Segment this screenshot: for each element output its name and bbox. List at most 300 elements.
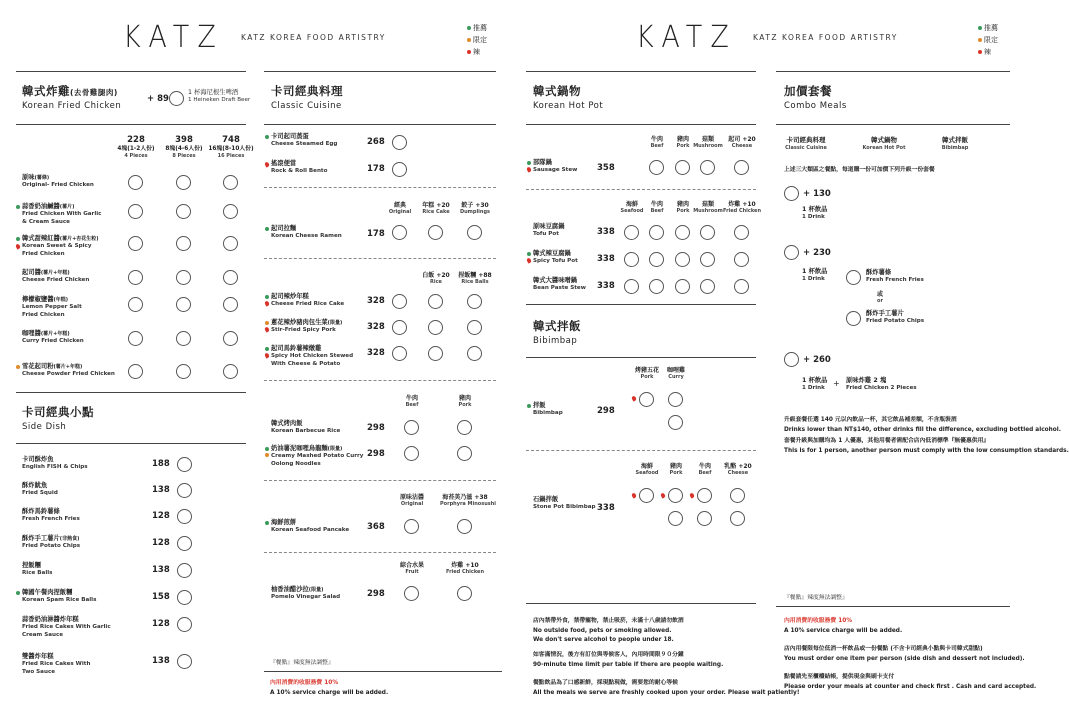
option-checkbox[interactable] <box>404 586 419 601</box>
fried-item <box>22 330 84 346</box>
drink-en: 1 Drink <box>802 276 825 282</box>
combo-header <box>854 136 914 152</box>
column-header <box>450 202 500 216</box>
side-item <box>22 653 90 676</box>
item-name-en: Fried Chicken 2 Pieces <box>846 385 917 391</box>
bibim-title-en: Bibimbap <box>533 336 578 346</box>
option-checkbox[interactable] <box>404 446 419 461</box>
item-name-en: Cheese Powder Fried Chicken <box>22 371 115 377</box>
option-checkbox[interactable] <box>639 392 654 407</box>
column-header-zh: 年糕 +20 <box>422 202 450 209</box>
size-checkbox[interactable] <box>128 331 143 346</box>
option-checkbox[interactable] <box>734 225 749 240</box>
size-checkbox[interactable] <box>223 331 238 346</box>
side-checkbox[interactable] <box>177 457 192 472</box>
column-header-en: Mushroom <box>693 208 723 214</box>
spicy-icon <box>264 300 270 306</box>
size-checkbox[interactable] <box>223 236 238 251</box>
option-checkbox[interactable] <box>457 446 472 461</box>
dashed-divider <box>264 552 496 553</box>
beer-addon-checkbox[interactable] <box>169 91 184 106</box>
item-name-zh: 蒜香奶油淋醬炸年糕 <box>22 616 79 623</box>
column-header-zh: 海鮮 <box>640 463 653 470</box>
column-header-en: Seafood <box>620 208 644 214</box>
size-checkbox[interactable] <box>223 175 238 190</box>
size-price: 748 <box>222 135 240 145</box>
item-name-zh: 檸檬椒鹽醬(年糕) <box>22 296 69 303</box>
column-header <box>717 201 767 215</box>
item-name-zh: 石鍋拌飯 <box>533 496 559 503</box>
fried-item <box>22 363 115 379</box>
size-checkbox[interactable] <box>128 175 143 190</box>
column-header-zh: 乳酪 +20 <box>724 463 752 470</box>
item-name-zh: 韓式甜辣紅醬(薯片+杏花生粒) <box>22 235 99 242</box>
divider <box>526 357 756 358</box>
side-checkbox[interactable] <box>177 590 192 605</box>
recommend-icon <box>265 227 269 231</box>
item-name-en: Spicy Tofu Pot <box>533 258 578 264</box>
note-text: 內用消費的收服務費 10% <box>270 680 339 686</box>
item-name-en: Spicy Hot Chicken Stewed <box>271 353 354 359</box>
item-price: 338 <box>597 281 615 291</box>
option-checkbox[interactable] <box>734 252 749 267</box>
size-checkbox[interactable] <box>223 270 238 285</box>
limited-icon <box>265 321 269 325</box>
size-checkbox[interactable] <box>223 204 238 219</box>
column-header-en: Fried Chicken <box>445 569 485 575</box>
option-checkbox[interactable] <box>734 160 749 175</box>
note-text: No outside food, pets or smoking allowed. <box>533 628 672 634</box>
size-checkbox[interactable] <box>128 364 143 379</box>
column-header-zh: 白飯 +20 <box>422 272 450 279</box>
column-header-en: Original <box>400 501 424 507</box>
divider <box>776 124 1010 125</box>
recommend-icon <box>527 161 531 165</box>
size-checkbox[interactable] <box>176 204 191 219</box>
item-name-zh: 原味炸雞 2 塊 <box>846 377 887 384</box>
combo-option-checkbox[interactable] <box>784 245 799 260</box>
combo-header-en: Classic Cuisine <box>785 145 827 151</box>
beer-addon-price: + 89 <box>147 94 169 104</box>
option-checkbox[interactable] <box>675 225 690 240</box>
item-name-en: Korean Barbecue Rice <box>271 428 341 434</box>
item-name-en: Fried Chicken With Garlic <box>22 211 102 217</box>
item-name-en: Korean Spam Rice Balls <box>22 597 97 603</box>
classic-title: 卡司經典料理 <box>271 84 343 98</box>
item-name-en: Stone Pot Bibimbap <box>533 504 596 510</box>
note-text: 『餐點』辣度無法調整』 <box>270 660 334 666</box>
tagline-left: KATZ KOREA FOOD ARTISTRY <box>241 33 386 42</box>
option-checkbox[interactable] <box>675 279 690 294</box>
item-name-zh: 雪花起司粉(薯片+年糕) <box>22 363 83 370</box>
combo-header <box>776 136 836 152</box>
item-price: 328 <box>367 296 385 306</box>
item-name-zh: 起司拉麵 <box>271 225 297 232</box>
option-checkbox[interactable] <box>457 586 472 601</box>
size-zh: 4塊(1-2人份) <box>117 146 155 152</box>
item-name-en: Cheese Fried Rice Cake <box>271 301 345 307</box>
column-header-zh: 菇類 <box>701 136 714 143</box>
column-header-en: Curry <box>668 374 684 380</box>
item-note: (年糕) <box>53 297 69 303</box>
hotpot-item <box>533 277 586 293</box>
size-en: 8 Pieces <box>172 153 196 159</box>
item-name-en: Tofu Pot <box>533 231 559 237</box>
drink-zh: 1 杯飲品 <box>802 206 828 213</box>
item-name-en: Cheese Steamed Egg <box>271 141 338 147</box>
option-checkbox[interactable] <box>404 420 419 435</box>
option-checkbox[interactable] <box>624 252 639 267</box>
combo-price: + 130 <box>803 189 831 199</box>
item-price: 328 <box>367 322 385 332</box>
item-price: 368 <box>367 522 385 532</box>
side-checkbox[interactable] <box>177 536 192 551</box>
item-name-zh: 起司馬鈴薯辣燉雞 <box>271 345 322 352</box>
item-note: (非熱食) <box>59 536 80 542</box>
note-text: A 10% service charge will be added. <box>784 628 903 634</box>
item-name-en-2: Two Sauce <box>22 668 56 675</box>
option-checkbox[interactable] <box>697 488 712 503</box>
column-header-en: Pork <box>458 402 472 408</box>
option-checkbox[interactable] <box>700 252 715 267</box>
note-text: This is for 1 person, another person must comply with the low consumption standards. <box>784 448 1069 454</box>
combo-side-a <box>866 269 924 285</box>
spicy-icon <box>978 50 982 54</box>
item-price: 138 <box>152 656 170 666</box>
column-header-en: Fruit <box>405 569 419 575</box>
fried-item <box>22 296 82 319</box>
item-note: (薯片+年糕) <box>40 270 70 276</box>
item-name-zh: 起司辣炒年糕 <box>271 293 309 300</box>
item-name-en: Korean Cheese Ramen <box>271 233 342 239</box>
item-name-en-2: & Cream Sauce <box>22 218 70 225</box>
combo-side-checkbox[interactable] <box>846 311 861 326</box>
column-header <box>717 136 767 150</box>
combo-option-detail <box>802 206 827 222</box>
or-zh: 或 <box>876 291 883 298</box>
spicy-icon <box>689 492 695 498</box>
option-checkbox[interactable] <box>457 519 472 534</box>
option-checkbox[interactable] <box>428 225 443 240</box>
spicy-icon <box>526 257 532 263</box>
note-text: We don't serve alcohol to people under 18. <box>533 637 674 643</box>
option-checkbox[interactable] <box>467 346 482 361</box>
divider <box>776 606 1010 607</box>
item-name-zh: 起司醬(薯片+年糕) <box>22 269 70 276</box>
fried-item <box>22 235 99 258</box>
item-name-zh: 拌飯 <box>533 402 546 409</box>
size-checkbox[interactable] <box>128 204 143 219</box>
column-header <box>713 463 763 477</box>
limited-icon <box>978 38 982 42</box>
item-name-en-2: Cream Sauce <box>22 631 64 638</box>
size-checkbox[interactable] <box>176 270 191 285</box>
side-checkbox[interactable] <box>177 509 192 524</box>
item-name-zh: 韓國午餐肉捏飯糰 <box>22 589 73 596</box>
option-checkbox[interactable] <box>700 279 715 294</box>
item-name-zh: 搖滾便當 <box>271 160 297 167</box>
item-price: 338 <box>597 254 615 264</box>
size-checkbox[interactable] <box>176 175 191 190</box>
divider <box>16 124 246 125</box>
column-header-zh: 豬肉 <box>676 201 689 208</box>
item-name-en-2: With Cheese & Potato <box>271 360 341 367</box>
size-checkbox[interactable] <box>176 236 191 251</box>
size-checkbox[interactable] <box>128 236 143 251</box>
item-price: 128 <box>152 538 170 548</box>
note-text: A 10% service charge will be added. <box>270 690 389 696</box>
dashed-divider <box>264 187 496 188</box>
item-name-en: Fried Potato Chips <box>866 318 925 324</box>
recommend-icon <box>16 591 20 595</box>
option-checkbox[interactable] <box>467 294 482 309</box>
item-name-en: Creamy Mashed Potato Curry <box>271 453 364 459</box>
option-checkbox[interactable] <box>668 392 683 407</box>
column-header-zh: 炸雞 +10 <box>728 201 756 208</box>
column-header-en: Fried Chicken <box>722 208 762 214</box>
option-checkbox[interactable] <box>697 511 712 526</box>
option-checkbox[interactable] <box>428 294 443 309</box>
item-name-zh: 雙醬炸年糕 <box>22 653 54 660</box>
limited-icon <box>265 453 269 457</box>
item-name-zh: 酥炸手工薯片 <box>866 310 904 317</box>
spicy-icon <box>264 352 270 358</box>
item-name-zh: 捏飯糰 <box>22 562 41 569</box>
column-header-en: Cheese <box>731 143 753 149</box>
column-header-zh: 豬肉 <box>458 395 471 402</box>
option-checkbox[interactable] <box>668 511 683 526</box>
size-zh: 16塊(8-10人份) <box>208 146 254 152</box>
item-name-zh: 海鮮煎餅 <box>271 519 297 526</box>
side-checkbox[interactable] <box>177 483 192 498</box>
side-item <box>22 508 80 524</box>
combo-price: + 230 <box>803 248 831 258</box>
column-header-zh: 牛肉 <box>650 136 663 143</box>
item-name-en: Lemon Pepper Salt <box>22 304 82 310</box>
combo-side-b <box>866 310 924 326</box>
fried-item <box>22 203 101 226</box>
option-checkbox[interactable] <box>467 225 482 240</box>
option-checkbox[interactable] <box>700 160 715 175</box>
item-price: 138 <box>152 565 170 575</box>
divider <box>16 71 246 72</box>
side-item <box>22 482 58 498</box>
item-name-en: Korean Seafood Pancake <box>271 527 350 533</box>
item-price: 178 <box>367 164 385 174</box>
size-checkbox[interactable] <box>128 297 143 312</box>
option-checkbox[interactable] <box>649 160 664 175</box>
combo-title-en: Combo Meals <box>784 101 847 111</box>
option-checkbox[interactable] <box>730 511 745 526</box>
recommend-icon <box>527 404 531 408</box>
note-text: 店內用餐限每位低消一杯飲品或一份餐點 (不含卡司經典小點與卡司韓式甜點) <box>784 646 983 652</box>
size-zh: 8塊(4-6人份) <box>165 146 203 152</box>
item-name-zh: 韓式大醬味噌鍋 <box>533 277 578 284</box>
column-header-zh: 原味沾醬 <box>399 494 424 501</box>
item-name-zh: 韓式辣豆腐鍋 <box>533 250 571 257</box>
option-checkbox[interactable] <box>392 320 407 335</box>
column-header-en: Pork <box>676 208 690 214</box>
item-price: 178 <box>367 229 385 239</box>
bibimbap-item <box>533 402 563 418</box>
column-header-zh: 炸雞 +10 <box>451 562 479 569</box>
hotpot-item <box>533 223 564 239</box>
item-name-zh: 卡司起司蒸蛋 <box>271 133 309 140</box>
divider <box>16 443 246 444</box>
item-name-zh: 原味(薯條) <box>22 174 50 181</box>
option-checkbox[interactable] <box>624 279 639 294</box>
column-header-en: Seafood <box>635 470 659 476</box>
dashed-divider <box>264 380 496 381</box>
recommend-icon <box>467 26 471 30</box>
side-item <box>22 456 88 472</box>
plus-sign: + <box>833 379 840 388</box>
column-header-zh: 烤豬五花 <box>634 367 659 374</box>
tagline-right: KATZ KOREA FOOD ARTISTRY <box>753 33 898 42</box>
item-name-zh: 部隊鍋 <box>533 159 552 166</box>
item-name-zh: 酥炸手工薯片(非熱食) <box>22 535 80 542</box>
combo-side-checkbox[interactable] <box>846 270 861 285</box>
column-header-zh: 經典 <box>393 202 406 209</box>
spicy-icon <box>660 492 666 498</box>
column-header-zh: 牛肉 <box>650 201 663 208</box>
option-checkbox[interactable] <box>392 135 407 150</box>
size-checkbox[interactable] <box>176 364 191 379</box>
bento-item <box>271 160 327 176</box>
size-checkbox[interactable] <box>176 331 191 346</box>
option-checkbox[interactable] <box>624 225 639 240</box>
side-checkbox[interactable] <box>177 617 192 632</box>
column-header-en: Beef <box>650 208 664 214</box>
note-text: 『餐點』辣度無法調整』 <box>784 595 848 601</box>
column-header-zh: 菇類 <box>701 201 714 208</box>
option-checkbox[interactable] <box>467 320 482 335</box>
option-checkbox[interactable] <box>392 294 407 309</box>
combo-header-en: Korean Hot Pot <box>862 145 906 151</box>
column-header-en: Porphyra Minosushi <box>440 501 497 507</box>
recommend-icon <box>978 26 982 30</box>
recommend-icon <box>265 295 269 299</box>
item-price: 338 <box>597 503 615 513</box>
column-header-en: Rice <box>430 279 442 285</box>
combo-title: 加價套餐 <box>784 84 832 98</box>
side-item <box>22 589 96 605</box>
recommend-icon <box>265 521 269 525</box>
note-text: 90-minute time limit per table if there are people waiting. <box>533 662 724 668</box>
item-price: 128 <box>152 511 170 521</box>
option-checkbox[interactable] <box>392 225 407 240</box>
column-header-en: Beef <box>405 402 419 408</box>
note-text: You must order one item per person (side dish and dessert not included). <box>784 656 1025 662</box>
side-checkbox[interactable] <box>177 563 192 578</box>
salad-item <box>271 586 340 602</box>
drink-en: 1 Drink <box>802 214 825 220</box>
option-checkbox[interactable] <box>668 415 683 430</box>
column-header-zh: 捏飯糰 +88 <box>458 272 492 279</box>
option-checkbox[interactable] <box>700 225 715 240</box>
option-checkbox[interactable] <box>675 252 690 267</box>
size-checkbox[interactable] <box>223 364 238 379</box>
spicy-icon <box>467 50 471 54</box>
option-checkbox[interactable] <box>404 519 419 534</box>
option-checkbox[interactable] <box>675 160 690 175</box>
spicy-icon <box>631 492 637 498</box>
option-checkbox[interactable] <box>668 488 683 503</box>
size-en: 16 Pieces <box>217 153 245 159</box>
item-name-zh: 韓式烤肉飯 <box>271 420 303 427</box>
column-header-zh: 餃子 +30 <box>461 202 489 209</box>
column-header-en: Beef <box>698 470 712 476</box>
item-name-en: Original- Fried Chicken <box>22 182 94 188</box>
option-checkbox[interactable] <box>639 488 654 503</box>
option-checkbox[interactable] <box>428 346 443 361</box>
option-checkbox[interactable] <box>392 346 407 361</box>
option-checkbox[interactable] <box>428 320 443 335</box>
size-checkbox[interactable] <box>223 297 238 312</box>
column-header-en: Pork <box>640 374 654 380</box>
combo-option-detail <box>802 268 827 284</box>
column-header <box>450 272 500 286</box>
column-header-en: Pork <box>676 143 690 149</box>
item-note: (薯條) <box>34 175 50 181</box>
note-text: 套餐升級與加購均為 1 人優惠，其他用餐者需配合店內低消標準『無優惠供用』 <box>784 438 990 444</box>
option-checkbox[interactable] <box>734 279 749 294</box>
item-note: (薯片) <box>59 204 75 210</box>
size-checkbox[interactable] <box>128 270 143 285</box>
item-name-en: Fried Squid <box>22 490 58 496</box>
combo-option-checkbox[interactable] <box>784 352 799 367</box>
divider <box>16 392 246 393</box>
side-title: 卡司經典小點 <box>22 405 94 419</box>
combo-option-checkbox[interactable] <box>784 186 799 201</box>
combo-header-zh: 韓式拌飯 <box>942 136 968 144</box>
size-checkbox[interactable] <box>176 297 191 312</box>
item-price: 298 <box>367 449 385 459</box>
option-checkbox[interactable] <box>649 252 664 267</box>
divider <box>526 71 756 72</box>
army-stew-item <box>533 159 577 175</box>
option-checkbox[interactable] <box>649 279 664 294</box>
drink-en: 1 Drink <box>802 385 825 391</box>
recommend-icon <box>527 252 531 256</box>
column-header-zh: 牛肉 <box>698 463 711 470</box>
item-price: 338 <box>597 227 615 237</box>
combo-chicken <box>846 377 917 393</box>
option-checkbox[interactable] <box>730 488 745 503</box>
item-price: 188 <box>152 459 170 469</box>
bbq-item <box>271 420 340 436</box>
option-checkbox[interactable] <box>457 420 472 435</box>
option-checkbox[interactable] <box>649 225 664 240</box>
item-name-en: Rice Balls <box>22 570 53 576</box>
column-header-en: Pork <box>669 470 683 476</box>
item-note: (限量) <box>327 320 343 326</box>
item-price: 358 <box>597 163 615 173</box>
note-text: 上述三大類區之餐點，每道購一份可加價下列升級一份套餐 <box>784 167 935 173</box>
beer-addon-label: 1 杯海尼根生啤酒 1 Heineken Draft Beer <box>188 89 251 103</box>
side-checkbox[interactable] <box>177 654 192 669</box>
item-name-en: Rock & Roll Bento <box>271 168 328 174</box>
cake-item <box>271 319 342 335</box>
item-price: 328 <box>367 348 385 358</box>
item-name-en: Fresh French Fries <box>866 277 924 283</box>
column-header-en: Rice Balls <box>461 279 489 285</box>
option-checkbox[interactable] <box>392 162 407 177</box>
divider <box>264 671 502 672</box>
item-name-en: Fried Rice Cakes With Garlic <box>22 624 111 630</box>
note-text: All the meals we serve are freshly cooked upon your order. Please wait patiently! <box>533 690 800 696</box>
legend-right: 推薦 限定 辣 <box>978 22 998 58</box>
